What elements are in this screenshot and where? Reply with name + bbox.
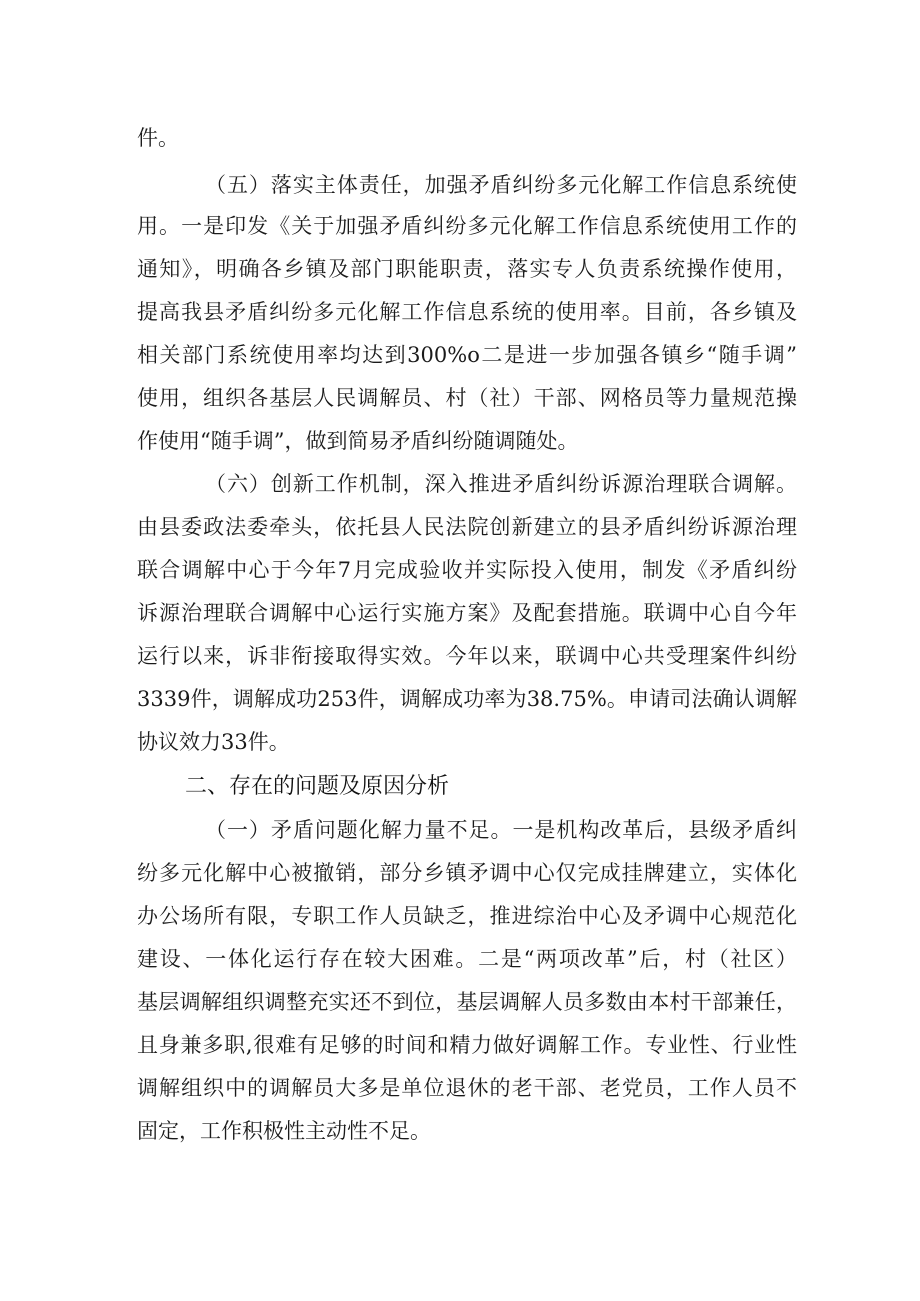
paragraph-line: 用。一是印发《关于加强矛盾纠纷多元化解工作信息系统使用工作的 <box>137 214 797 238</box>
paragraph-line: 作使用“随手调”，做到简易矛盾纠纷随调随处。 <box>137 429 579 453</box>
paragraph-line: 提高我县矛盾纠纷多元化解工作信息系统的使用率。目前，各乡镇及 <box>137 300 797 324</box>
paragraph-line: （一）矛盾问题化解力量不足。一是机构改革后，县级矛盾纠 <box>205 818 797 842</box>
paragraph-line: （五）落实主体责任，加强矛盾纠纷多元化解工作信息系统使 <box>205 173 797 197</box>
paragraph-line: 调解组织中的调解员大多是单位退休的老干部、老党员，工作人员不 <box>137 1076 797 1100</box>
paragraph-line: 固定，工作积极性主动性不足。 <box>137 1119 431 1143</box>
paragraph-line: 办公场所有限，专职工作人员缺乏，推进综治中心及矛调中心规范化 <box>137 904 797 928</box>
paragraph-line: 联合调解中心于今年7月完成验收并实际投入使用，制发《矛盾纠纷 <box>137 558 797 582</box>
paragraph-line: （六）创新工作机制，深入推进矛盾纠纷诉源治理联合调解。 <box>205 472 797 496</box>
paragraph-line: 运行以来，诉非衔接取得实效。今年以来，联调中心共受理案件纠纷 <box>137 644 797 668</box>
paragraph-line: 相关部门系统使用率均达到300%o二是进一步加强各镇乡“随手调” <box>137 343 797 367</box>
paragraph-line: 基层调解组织调整充实还不到位，基层调解人员多数由本村干部兼任， <box>137 990 797 1014</box>
paragraph-line: 且身兼多职,很难有足够的时间和精力做好调解工作。专业性、行业性 <box>137 1033 797 1057</box>
paragraph-line: 件。 <box>137 126 179 150</box>
section-heading: 二、存在的问题及原因分析 <box>185 774 450 799</box>
paragraph-line: 协议效力33件。 <box>137 730 290 754</box>
paragraph-line: 诉源治理联合调解中心运行实施方案》及配套措施。联调中心自今年 <box>137 601 797 625</box>
paragraph-line: 纷多元化解中心被撤销，部分乡镇矛调中心仅完成挂牌建立，实体化 <box>137 861 797 885</box>
paragraph-line: 通知》，明确各乡镇及部门职能职责，落实专人负责系统操作使用， <box>137 257 797 281</box>
paragraph-line: 3339件，调解成功253件，调解成功率为38.75%。申请司法确认调解 <box>137 687 797 711</box>
paragraph-line: 使用，组织各基层人民调解员、村（社）干部、网格员等力量规范操 <box>137 386 797 410</box>
paragraph-line: 由县委政法委牵头，依托县人民法院创新建立的县矛盾纠纷诉源治理 <box>137 515 797 539</box>
paragraph-line: 建设、一体化运行存在较大困难。二是“两项改革”后，村（社区） <box>137 947 797 971</box>
